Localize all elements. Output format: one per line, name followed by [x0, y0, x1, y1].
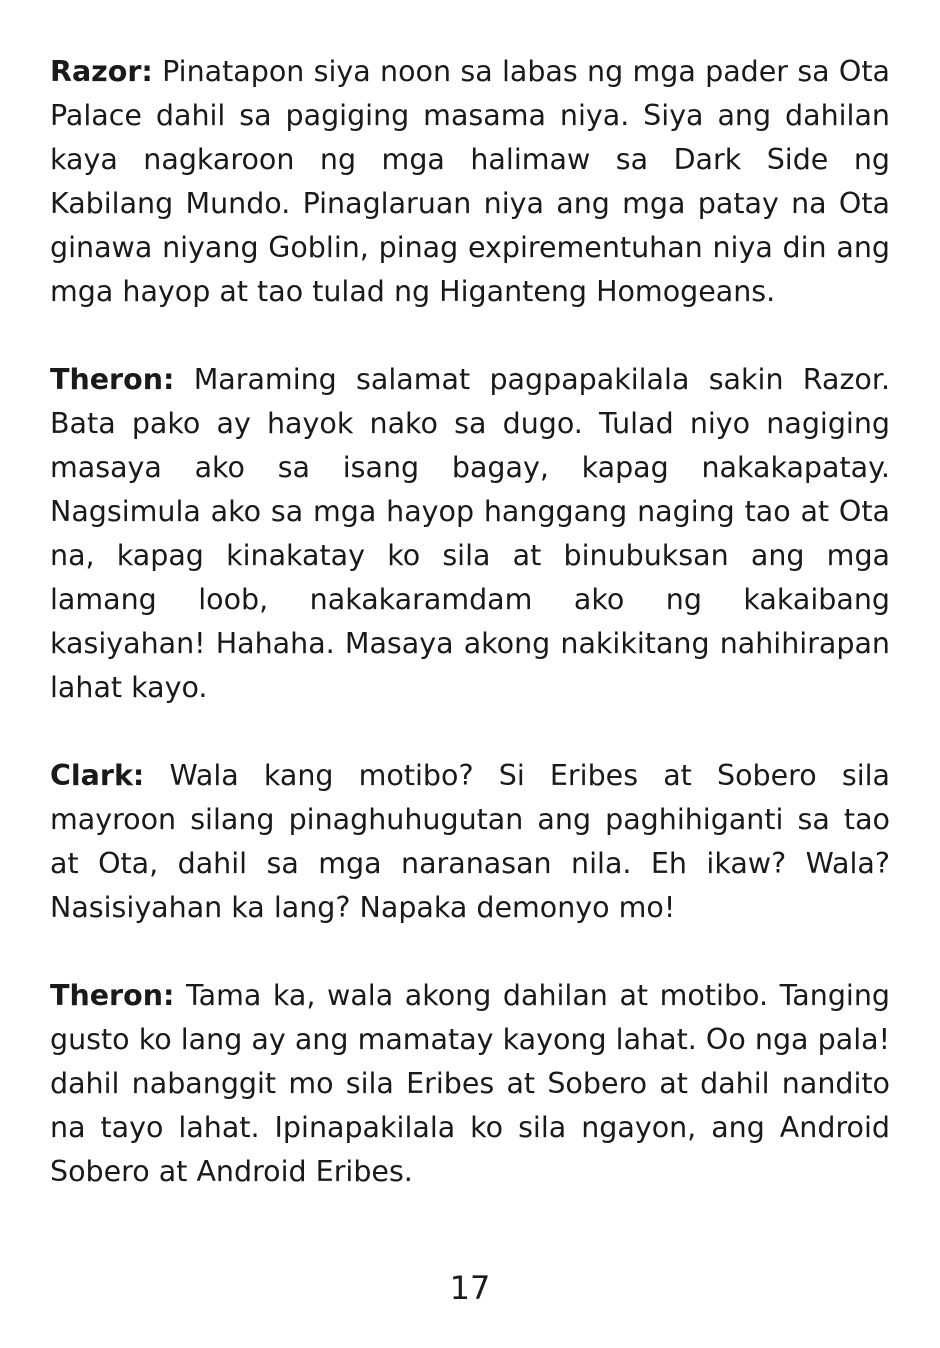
dialogue-paragraph	[50, 358, 890, 710]
page-body	[50, 50, 890, 1238]
dialogue-text: Tama ka, wala akong dahilan at motibo. Tanging gusto ko lang ay ang mamatay kayong lahat. Oo nga pala! dahil nabanggit mo sila Eribes at Sobero at dahil nandito na tayo lahat. Ipinapakilala ko sila ngayon, ang Android Sobero at Android Eribes.	[50, 979, 890, 1188]
page-number: 17	[449, 1269, 491, 1307]
dialogue-paragraph	[50, 50, 890, 314]
speaker-name: Theron:	[50, 979, 175, 1012]
speaker-name: Theron:	[50, 363, 175, 396]
speaker-name: Razor:	[50, 55, 153, 88]
speaker-name: Clark:	[50, 759, 145, 792]
dialogue-paragraph	[50, 974, 890, 1194]
dialogue-paragraph	[50, 754, 890, 930]
dialogue-text: Maraming salamat pagpapakilala sakin Razor. Bata pako ay hayok nako sa dugo. Tulad niyo nagiging masaya ako sa isang bagay, kapag nakakapatay. Nagsimula ako sa mga hayop hanggang naging tao at Ota na, kapag kinakatay ko sila at binubuksan ang mga lamang loob, nakakaramdam ako ng kakaibang kasiyahan! Hahaha. Masaya akong nakikitang nahihirapan lahat kayo.	[50, 363, 890, 704]
dialogue-text: Pinatapon siya noon sa labas ng mga pader sa Ota Palace dahil sa pagiging masama niya. Siya ang dahilan kaya nagkaroon ng mga halimaw sa Dark Side ng Kabilang Mundo. Pinaglaruan niya ang mga patay na Ota ginawa niyang Goblin, pinag expirementuhan niya din ang mga hayop at tao tulad ng Higanteng Homogeans.	[50, 55, 890, 308]
dialogue-text: Wala kang motibo? Si Eribes at Sobero sila mayroon silang pinaghuhugutan ang paghihiganti sa tao at Ota, dahil sa mga naranasan nila. Eh ikaw? Wala? Nasisiyahan ka lang? Napaka demonyo mo!	[50, 759, 890, 924]
